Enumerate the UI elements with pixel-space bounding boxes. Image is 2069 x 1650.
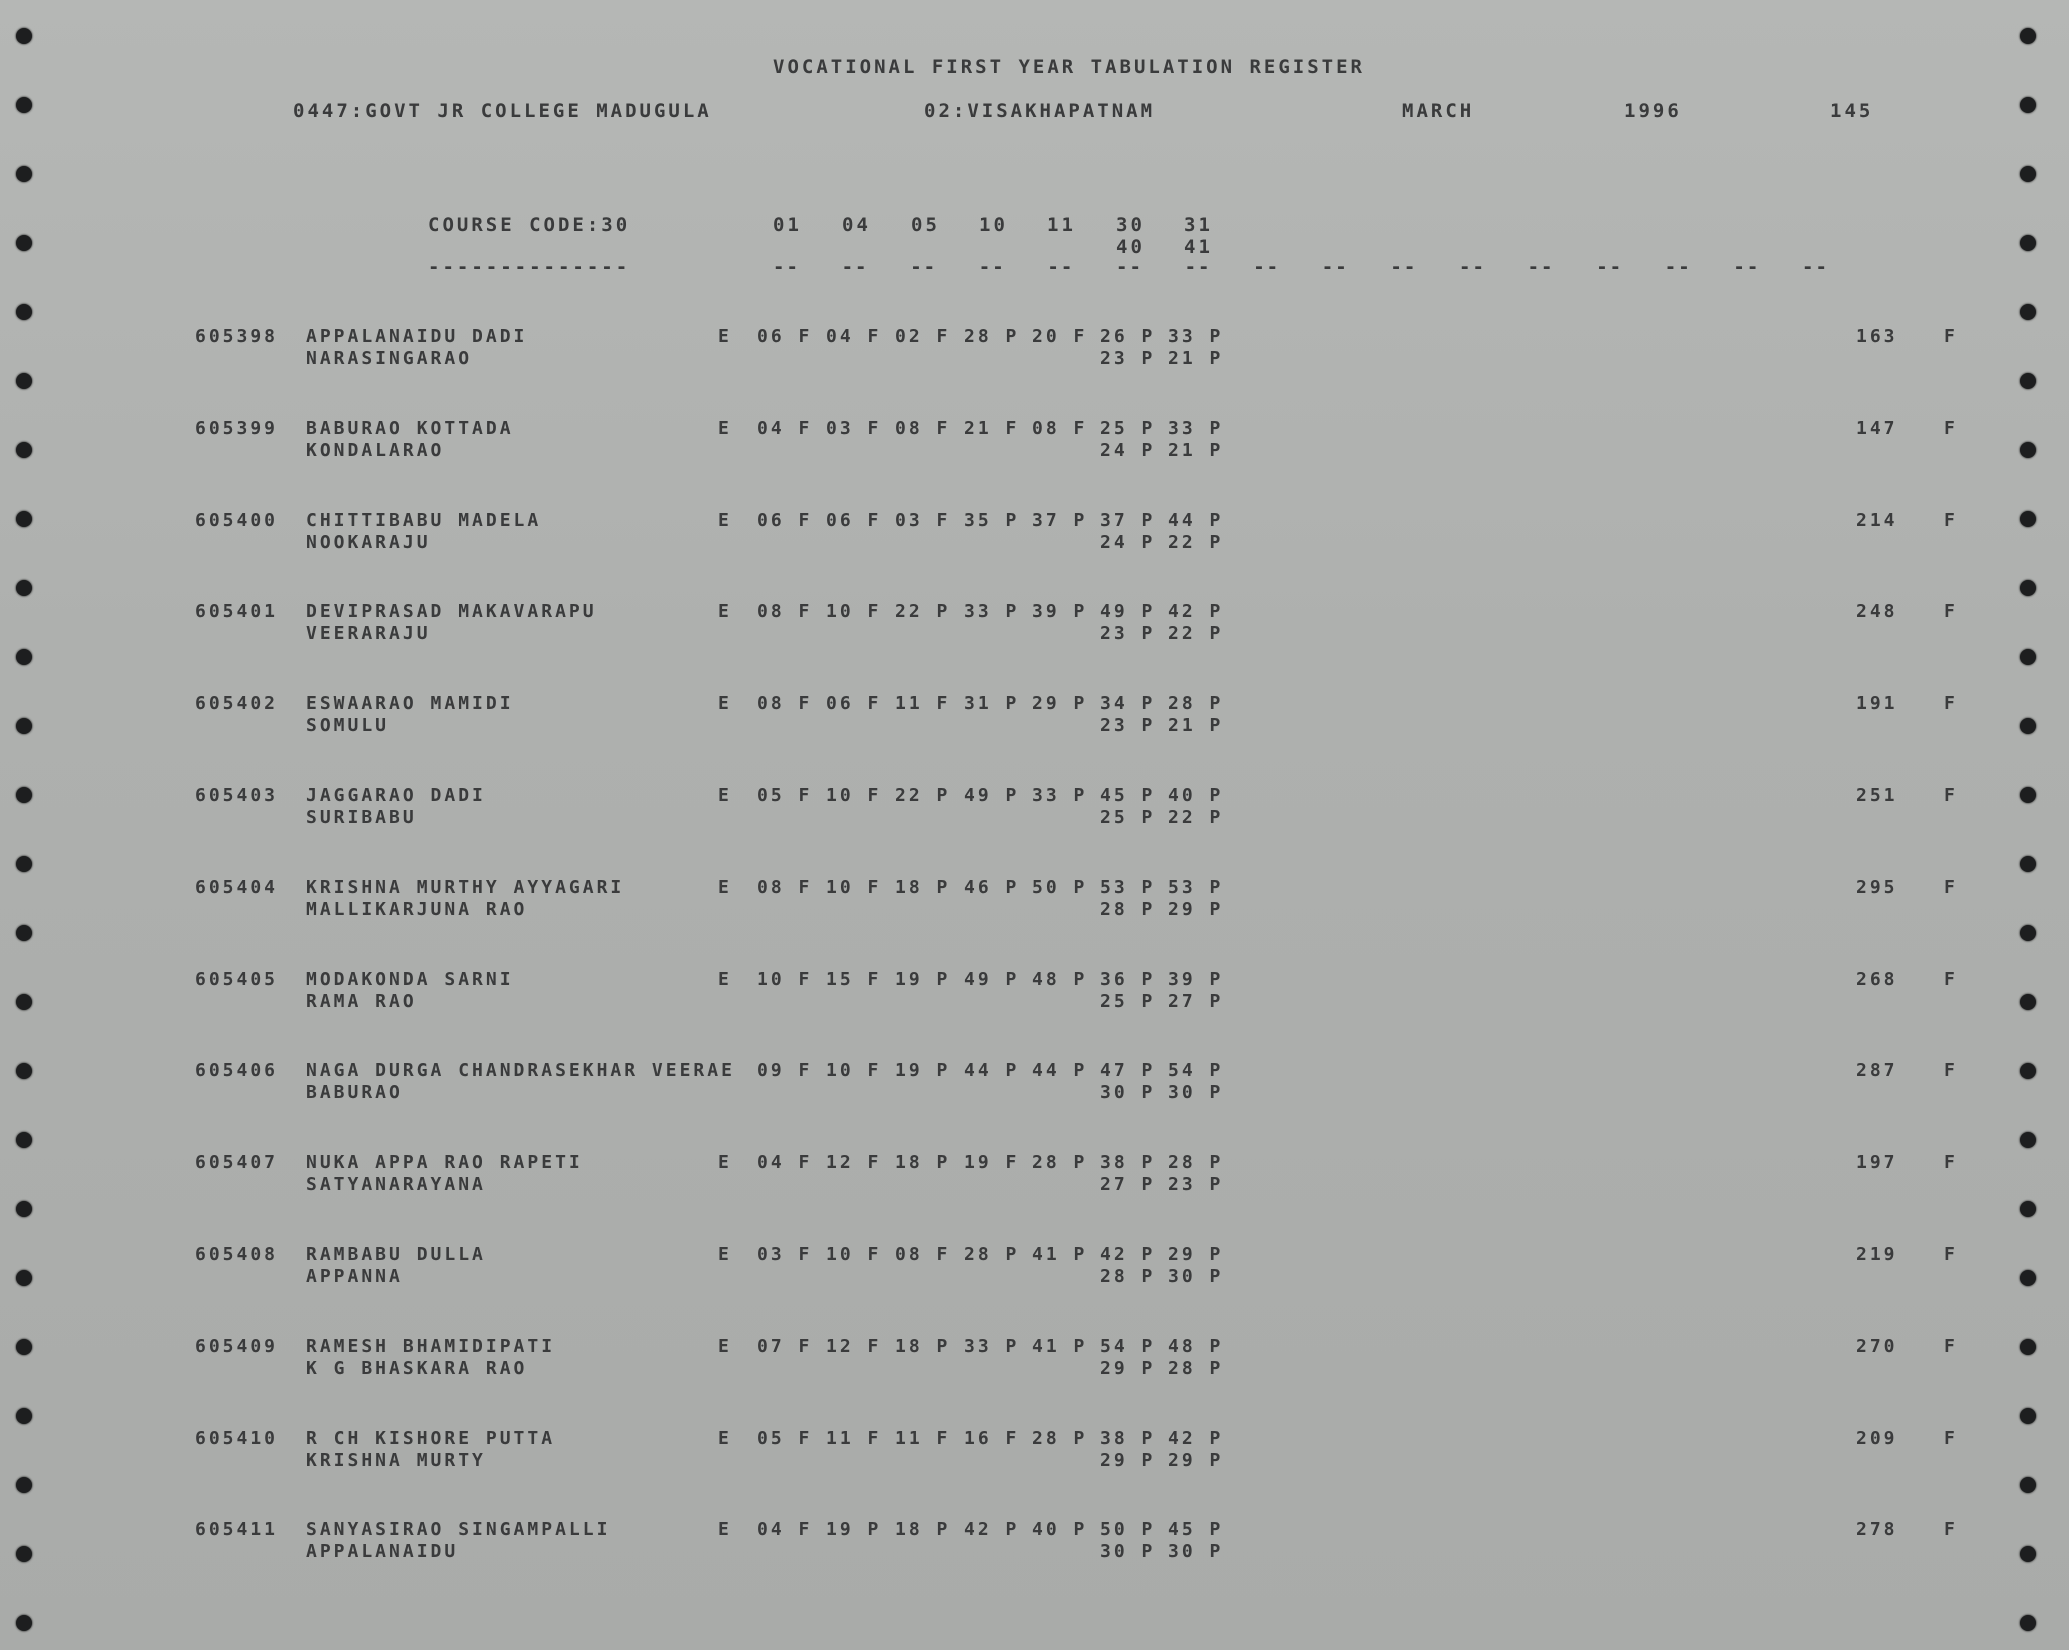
subject-mark: 54 P	[1168, 1060, 1224, 1082]
column-underline: --	[1184, 256, 1212, 278]
column-underline: --	[1664, 256, 1692, 278]
subject-code: 01	[773, 214, 802, 236]
student-record	[0, 1244, 2069, 1304]
result-code: F	[1944, 417, 1958, 439]
result-code: F	[1944, 1335, 1958, 1357]
total-marks: 191	[1856, 693, 1898, 715]
subject-mark: 37 P	[1032, 509, 1088, 531]
subject-mark-second: 25 P	[1100, 990, 1156, 1012]
student-name: RAMESH BHAMIDIPATI	[306, 1335, 556, 1357]
subject-code: 30	[1116, 214, 1145, 236]
feed-hole	[16, 580, 32, 596]
hall-ticket-number: 605407	[195, 1152, 279, 1174]
subject-mark: 18 P	[895, 1519, 951, 1541]
column-underline: --	[1116, 256, 1143, 278]
page-number: 145	[1830, 100, 1874, 122]
subject-mark: 29 P	[1032, 693, 1088, 715]
subject-mark: 11 F	[826, 1427, 882, 1449]
feed-hole	[2020, 235, 2036, 251]
parent-name: KONDALARAO	[306, 439, 445, 461]
parent-name: SURIBABU	[306, 807, 417, 828]
subject-mark: 12 F	[826, 1335, 882, 1357]
subject-mark: 11 F	[895, 693, 951, 715]
subject-mark: 06 F	[757, 326, 813, 347]
medium-code: E	[718, 785, 732, 806]
subject-mark: 33 P	[964, 1335, 1020, 1357]
feed-hole	[16, 97, 32, 113]
subject-mark: 41 P	[1032, 1335, 1088, 1357]
subject-mark: 04 F	[757, 417, 813, 439]
subject-mark-second: 22 P	[1168, 807, 1224, 828]
subject-mark: 12 F	[826, 1152, 882, 1174]
subject-mark: 54 P	[1100, 1335, 1156, 1357]
feed-hole	[2020, 1408, 2036, 1424]
district-code: 02:VISAKHAPATNAM	[924, 100, 1156, 122]
subject-mark: 09 F	[757, 1060, 813, 1082]
subject-mark: 06 F	[826, 693, 882, 715]
subject-mark-second: 30 P	[1168, 1266, 1224, 1287]
column-underline: --	[1459, 256, 1486, 278]
subject-mark-second: 21 P	[1168, 439, 1224, 461]
subject-mark: 42 P	[1100, 1244, 1156, 1265]
hall-ticket-number: 605410	[195, 1427, 279, 1449]
subject-mark-second: 30 P	[1100, 1541, 1156, 1563]
student-name: KRISHNA MURTHY AYYAGARI	[306, 876, 625, 898]
hall-ticket-number: 605405	[195, 968, 279, 990]
subject-mark: 36 P	[1100, 968, 1156, 990]
hall-ticket-number: 605403	[195, 785, 279, 806]
student-record	[0, 693, 2069, 753]
subject-mark: 10 F	[826, 785, 882, 806]
medium-code: E	[718, 1335, 732, 1357]
subject-mark: 48 P	[1168, 1335, 1224, 1357]
feed-hole	[2020, 166, 2036, 182]
subject-mark: 28 P	[1032, 1152, 1088, 1174]
parent-name: NARASINGARAO	[306, 348, 473, 369]
student-name: RAMBABU DULLA	[306, 1244, 486, 1265]
subject-mark: 45 P	[1168, 1519, 1224, 1541]
subject-mark: 22 P	[895, 601, 951, 623]
subject-mark-second: 21 P	[1168, 715, 1224, 737]
subject-mark: 28 P	[964, 326, 1020, 347]
subject-mark: 10 F	[826, 876, 882, 898]
subject-mark: 39 P	[1168, 968, 1224, 990]
subject-mark: 08 F	[895, 1244, 951, 1265]
subject-mark: 33 P	[1168, 417, 1224, 439]
result-code: F	[1944, 601, 1958, 623]
feed-hole	[2020, 28, 2036, 44]
subject-mark: 40 P	[1168, 785, 1224, 806]
subject-mark: 20 F	[1032, 326, 1088, 347]
hall-ticket-number: 605401	[195, 601, 279, 623]
feed-hole	[2020, 97, 2036, 113]
feed-hole	[16, 1615, 32, 1631]
result-code: F	[1944, 509, 1958, 531]
result-code: F	[1944, 1152, 1958, 1174]
subject-mark: 10 F	[757, 968, 813, 990]
subject-mark: 08 F	[757, 693, 813, 715]
parent-name: K G BHASKARA RAO	[306, 1357, 528, 1379]
subject-mark-second: 21 P	[1168, 348, 1224, 369]
exam-month: MARCH	[1402, 100, 1475, 122]
student-record	[0, 785, 2069, 845]
medium-code: E	[718, 1427, 732, 1449]
subject-mark: 46 P	[964, 876, 1020, 898]
result-code: F	[1944, 1244, 1958, 1265]
subject-mark: 03 F	[757, 1244, 813, 1265]
student-record	[0, 1336, 2069, 1396]
subject-mark: 29 P	[1168, 1244, 1224, 1265]
subject-mark-second: 30 P	[1168, 1541, 1224, 1563]
subject-code-second: 41	[1184, 236, 1213, 258]
total-marks: 268	[1856, 968, 1898, 990]
subject-mark: 19 F	[964, 1152, 1020, 1174]
medium-code: E	[718, 968, 732, 990]
subject-mark: 49 P	[964, 968, 1020, 990]
subject-mark: 10 F	[826, 601, 882, 623]
result-code: F	[1944, 1060, 1958, 1082]
student-record	[0, 877, 2069, 937]
subject-mark: 44 P	[1032, 1060, 1088, 1082]
column-underline: --	[1321, 256, 1349, 278]
subject-mark: 18 P	[895, 876, 951, 898]
column-underline: --	[1253, 256, 1281, 278]
student-name: CHITTIBABU MADELA	[306, 509, 542, 531]
subject-mark: 04 F	[757, 1152, 813, 1174]
parent-name: VEERARAJU	[306, 623, 431, 645]
subject-mark: 16 F	[964, 1427, 1020, 1449]
subject-mark-second: 23 P	[1168, 1174, 1224, 1196]
subject-mark: 47 P	[1100, 1060, 1156, 1082]
parent-name: RAMA RAO	[306, 990, 417, 1012]
subject-mark: 28 P	[1032, 1427, 1088, 1449]
subject-mark: 10 F	[826, 1060, 882, 1082]
student-name: MODAKONDA SARNI	[306, 968, 514, 990]
subject-mark: 50 P	[1032, 876, 1088, 898]
subject-mark: 19 P	[895, 1060, 951, 1082]
total-marks: 270	[1856, 1335, 1898, 1357]
subject-code-second: 40	[1116, 236, 1145, 258]
total-marks: 287	[1856, 1060, 1898, 1082]
student-name: DEVIPRASAD MAKAVARAPU	[306, 601, 597, 623]
subject-mark: 08 F	[757, 601, 813, 623]
feed-hole	[2020, 304, 2036, 320]
subject-mark-second: 25 P	[1100, 807, 1156, 828]
parent-name: APPALANAIDU	[306, 1541, 459, 1563]
result-code: F	[1944, 693, 1958, 715]
subject-mark: 03 F	[826, 417, 882, 439]
hall-ticket-number: 605400	[195, 509, 279, 531]
subject-mark: 15 F	[826, 968, 882, 990]
subject-mark-second: 23 P	[1100, 348, 1156, 369]
subject-mark-second: 29 P	[1100, 1449, 1156, 1471]
feed-hole	[2020, 856, 2036, 872]
hall-ticket-number: 605408	[195, 1244, 279, 1265]
subject-mark-second: 29 P	[1100, 1357, 1156, 1379]
total-marks: 219	[1856, 1244, 1898, 1265]
subject-mark: 03 F	[895, 509, 951, 531]
column-underline: --	[841, 256, 869, 278]
hall-ticket-number: 605411	[195, 1519, 279, 1541]
parent-name: SOMULU	[306, 715, 390, 737]
subject-code: 04	[842, 214, 871, 236]
parent-name: KRISHNA MURTY	[306, 1449, 486, 1471]
feed-hole	[16, 235, 32, 251]
student-name: ESWAARAO MAMIDI	[306, 693, 514, 715]
column-underline: --	[1527, 256, 1555, 278]
subject-mark: 05 F	[757, 1427, 813, 1449]
subject-mark: 53 P	[1168, 876, 1224, 898]
column-underline: --	[1390, 256, 1418, 278]
subject-mark: 10 F	[826, 1244, 882, 1265]
column-underline: --	[1047, 256, 1075, 278]
feed-hole	[16, 1408, 32, 1424]
subject-mark-second: 29 P	[1168, 1449, 1224, 1471]
subject-mark-second: 30 P	[1100, 1082, 1156, 1104]
subject-mark-second: 24 P	[1100, 439, 1156, 461]
hall-ticket-number: 605398	[195, 326, 279, 347]
subject-mark: 45 P	[1100, 785, 1156, 806]
hall-ticket-number: 605404	[195, 876, 279, 898]
medium-code: E	[718, 1152, 732, 1174]
hall-ticket-number: 605406	[195, 1060, 279, 1082]
hall-ticket-number: 605399	[195, 417, 279, 439]
total-marks: 251	[1856, 785, 1898, 806]
subject-mark: 28 P	[1168, 693, 1224, 715]
subject-mark-second: 23 P	[1100, 623, 1156, 645]
subject-mark: 04 F	[757, 1519, 813, 1541]
subject-mark: 33 P	[964, 601, 1020, 623]
student-name: NAGA DURGA CHANDRASEKHAR VEERAE	[306, 1060, 735, 1082]
result-code: F	[1944, 326, 1958, 347]
result-code: F	[1944, 876, 1958, 898]
subject-mark: 40 P	[1032, 1519, 1088, 1541]
feed-hole	[16, 28, 32, 44]
subject-mark: 38 P	[1100, 1152, 1156, 1174]
subject-code: 31	[1184, 214, 1213, 236]
subject-mark-second: 22 P	[1168, 531, 1224, 553]
medium-code: E	[718, 1519, 732, 1541]
column-underline: --	[773, 256, 800, 278]
column-underline: --	[1802, 256, 1829, 278]
student-name: BABURAO KOTTADA	[306, 417, 514, 439]
subject-mark: 33 P	[1032, 785, 1088, 806]
subject-mark-second: 23 P	[1100, 715, 1156, 737]
parent-name: BABURAO	[306, 1082, 403, 1104]
subject-mark: 21 F	[964, 417, 1020, 439]
hall-ticket-number: 605402	[195, 693, 279, 715]
subject-mark: 42 P	[964, 1519, 1020, 1541]
subject-mark: 08 F	[757, 876, 813, 898]
student-record	[0, 1152, 2069, 1212]
subject-mark: 19 P	[826, 1519, 882, 1541]
college-code: 0447:GOVT JR COLLEGE MADUGULA	[293, 100, 712, 122]
subject-mark: 53 P	[1100, 876, 1156, 898]
subject-mark-second: 27 P	[1100, 1174, 1156, 1196]
subject-mark: 39 P	[1032, 601, 1088, 623]
medium-code: E	[718, 693, 732, 715]
parent-name: NOOKARAJU	[306, 531, 431, 553]
subject-mark: 42 P	[1168, 601, 1224, 623]
student-name: APPALANAIDU DADI	[306, 326, 528, 347]
medium-code: E	[718, 417, 732, 439]
feed-hole	[16, 856, 32, 872]
column-underline: --	[1596, 256, 1624, 278]
medium-code: E	[718, 601, 732, 623]
parent-name: MALLIKARJUNA RAO	[306, 898, 528, 920]
course-code-underline: --------------	[428, 256, 631, 278]
subject-mark: 50 P	[1100, 1519, 1156, 1541]
subject-mark: 33 P	[1168, 326, 1224, 347]
feed-hole	[2020, 580, 2036, 596]
subject-mark: 38 P	[1100, 1427, 1156, 1449]
subject-mark: 06 F	[826, 509, 882, 531]
student-record	[0, 969, 2069, 1029]
subject-mark-second: 28 P	[1100, 1266, 1156, 1287]
subject-mark-second: 28 P	[1100, 898, 1156, 920]
subject-mark-second: 29 P	[1168, 898, 1224, 920]
student-name: NUKA APPA RAO RAPETI	[306, 1152, 583, 1174]
subject-mark: 02 F	[895, 326, 951, 347]
subject-mark: 11 F	[895, 1427, 951, 1449]
subject-mark: 19 P	[895, 968, 951, 990]
total-marks: 197	[1856, 1152, 1898, 1174]
student-name: JAGGARAO DADI	[306, 785, 486, 806]
result-code: F	[1944, 1427, 1958, 1449]
student-record	[0, 418, 2069, 478]
subject-mark: 08 F	[1032, 417, 1088, 439]
feed-hole	[16, 304, 32, 320]
feed-hole	[2020, 1132, 2036, 1148]
total-marks: 248	[1856, 601, 1898, 623]
medium-code: E	[718, 509, 732, 531]
total-marks: 209	[1856, 1427, 1898, 1449]
subject-mark: 35 P	[964, 509, 1020, 531]
feed-hole	[2020, 1615, 2036, 1631]
subject-mark: 44 P	[964, 1060, 1020, 1082]
result-code: F	[1944, 785, 1958, 806]
subject-mark: 22 P	[895, 785, 951, 806]
hall-ticket-number: 605409	[195, 1335, 279, 1357]
total-marks: 295	[1856, 876, 1898, 898]
subject-mark: 49 P	[964, 785, 1020, 806]
student-record	[0, 326, 2069, 386]
subject-code: 05	[911, 214, 940, 236]
total-marks: 278	[1856, 1519, 1898, 1541]
subject-mark-second: 22 P	[1168, 623, 1224, 645]
subject-mark: 28 P	[1168, 1152, 1224, 1174]
medium-code: E	[718, 876, 732, 898]
subject-mark-second: 28 P	[1168, 1357, 1224, 1379]
result-code: F	[1944, 968, 1958, 990]
medium-code: E	[718, 326, 732, 347]
subject-mark: 41 P	[1032, 1244, 1088, 1265]
student-record	[0, 510, 2069, 570]
student-name: SANYASIRAO SINGAMPALLI	[306, 1519, 611, 1541]
column-underline: --	[1733, 256, 1761, 278]
student-record	[0, 1060, 2069, 1120]
student-record	[0, 1428, 2069, 1488]
total-marks: 163	[1856, 326, 1898, 347]
subject-mark: 34 P	[1100, 693, 1156, 715]
subject-mark: 48 P	[1032, 968, 1088, 990]
subject-mark: 08 F	[895, 417, 951, 439]
register-title: VOCATIONAL FIRST YEAR TABULATION REGISTER	[773, 56, 1365, 78]
subject-mark: 04 F	[826, 326, 882, 347]
column-underline: --	[978, 256, 1006, 278]
total-marks: 214	[1856, 509, 1898, 531]
subject-mark: 07 F	[757, 1335, 813, 1357]
total-marks: 147	[1856, 417, 1898, 439]
subject-mark-second: 24 P	[1100, 531, 1156, 553]
subject-mark: 42 P	[1168, 1427, 1224, 1449]
feed-hole	[16, 1132, 32, 1148]
column-underline: --	[910, 256, 938, 278]
parent-name: SATYANARAYANA	[306, 1174, 486, 1196]
subject-mark: 28 P	[964, 1244, 1020, 1265]
subject-mark: 18 P	[895, 1152, 951, 1174]
feed-hole	[16, 166, 32, 182]
subject-mark: 37 P	[1100, 509, 1156, 531]
subject-mark: 26 P	[1100, 326, 1156, 347]
subject-mark: 18 P	[895, 1335, 951, 1357]
course-code: COURSE CODE:30	[428, 214, 631, 236]
subject-mark: 25 P	[1100, 417, 1156, 439]
subject-mark: 44 P	[1168, 509, 1224, 531]
subject-mark: 31 P	[964, 693, 1020, 715]
subject-mark: 05 F	[757, 785, 813, 806]
student-name: R CH KISHORE PUTTA	[306, 1427, 556, 1449]
subject-mark-second: 27 P	[1168, 990, 1224, 1012]
result-code: F	[1944, 1519, 1958, 1541]
subject-mark-second: 30 P	[1168, 1082, 1224, 1104]
subject-code: 10	[979, 214, 1008, 236]
medium-code: E	[718, 1244, 732, 1265]
exam-year: 1996	[1624, 100, 1682, 122]
parent-name: APPANNA	[306, 1266, 403, 1287]
subject-mark: 49 P	[1100, 601, 1156, 623]
subject-code: 11	[1047, 214, 1076, 236]
student-record	[0, 601, 2069, 661]
subject-mark: 06 F	[757, 509, 813, 531]
student-record	[0, 1519, 2069, 1579]
